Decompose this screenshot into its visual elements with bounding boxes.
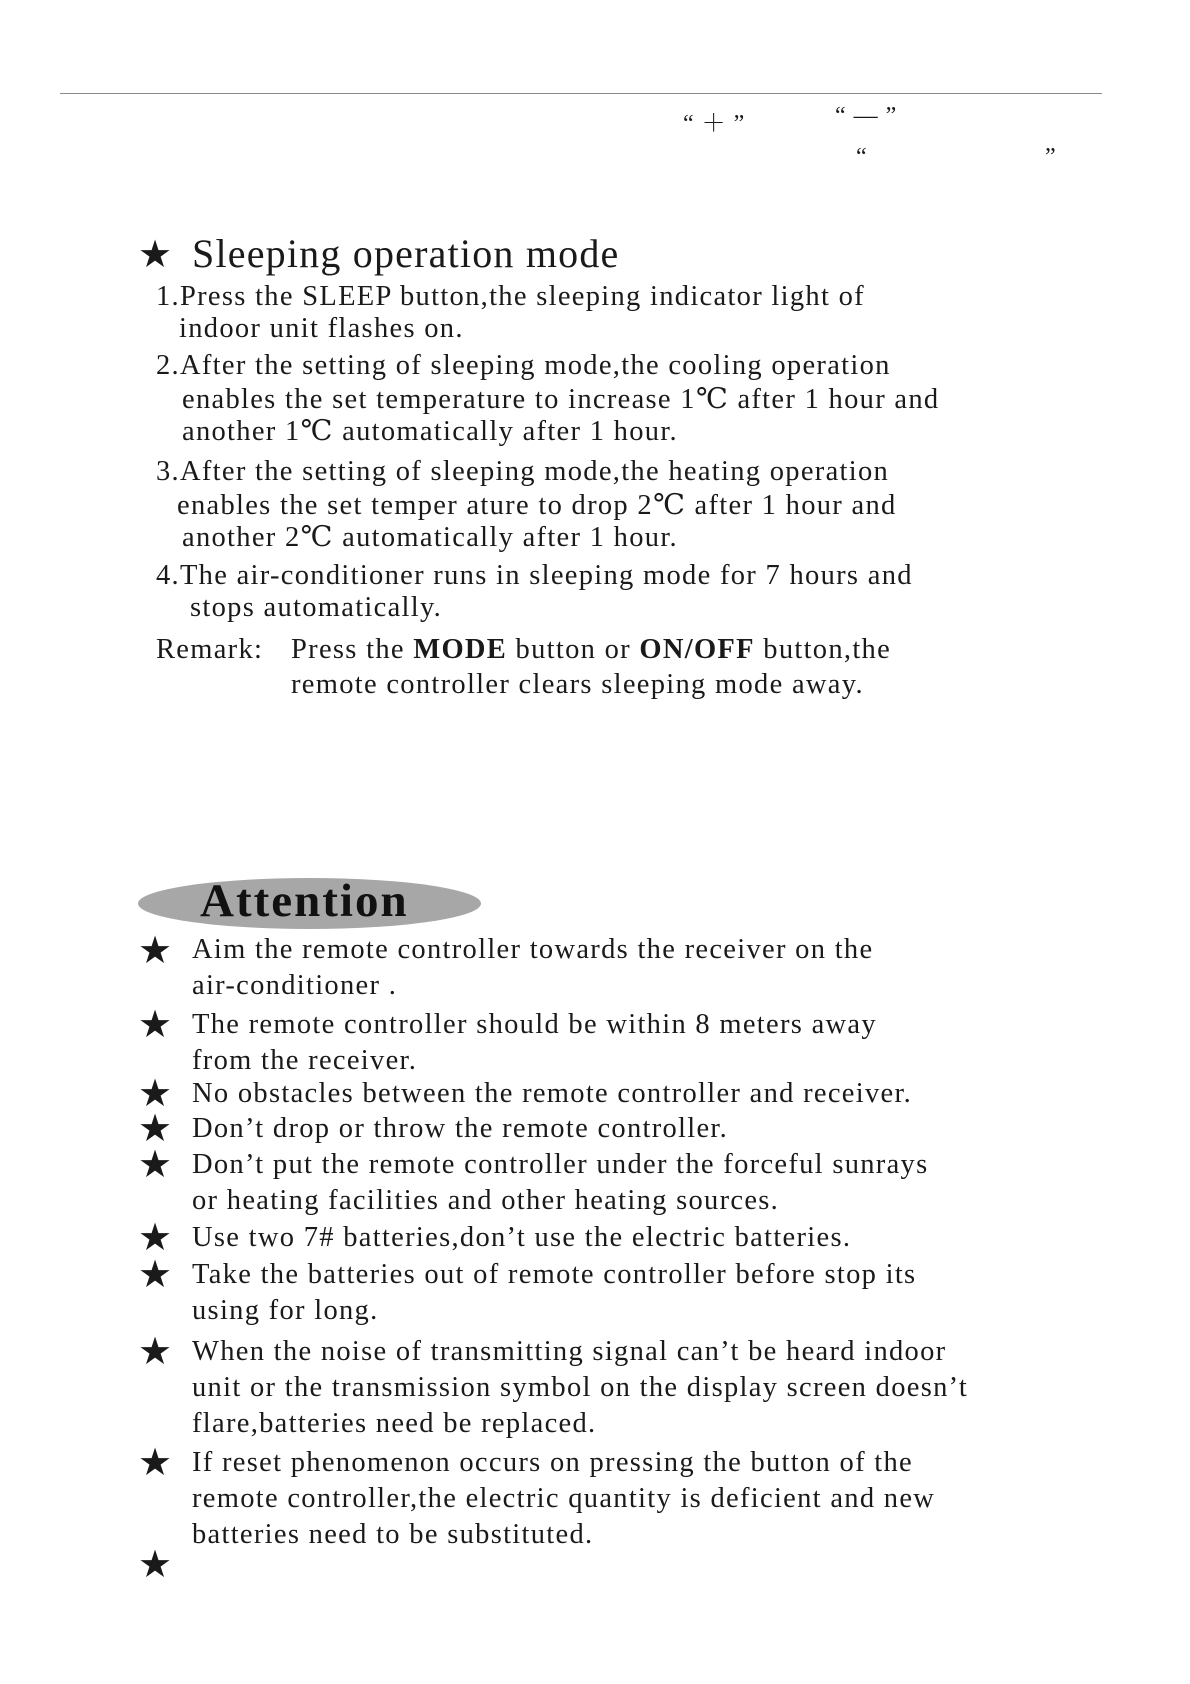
star-icon: ★: [138, 1073, 173, 1115]
top-divider: [60, 93, 1102, 94]
attention-item-2-line-1: The remote controller should be within 8 meters away: [192, 1009, 877, 1040]
sleep-item-4-line-2: stops automatically.: [190, 592, 443, 623]
remark-line-1: Press the MODE button or ON/OFF button,the: [291, 634, 892, 665]
sleep-item-3-line-1: 3.After the setting of sleeping mode,the heating operation: [156, 456, 890, 487]
star-icon: ★: [138, 1254, 173, 1296]
attention-item-8-line-1: When the noise of transmitting signal can’t be heard indoor: [192, 1336, 947, 1367]
onoff-keyword: ON/OFF: [639, 634, 755, 665]
attention-item-9-line-3: batteries need to be substituted.: [192, 1519, 594, 1550]
attention-item-9-line-2: remote controller,the electric quantity is deficient and new: [192, 1483, 936, 1514]
attention-title: Attention: [200, 875, 409, 927]
sleep-item-3-line-2: enables the set temper ature to drop 2℃ after 1 hour and: [177, 490, 897, 521]
attention-item-1-line-1: Aim the remote controller towards the receiver on the: [192, 934, 874, 965]
remark-label: Remark:: [156, 634, 264, 665]
sleep-item-4-line-1: 4.The air-conditioner runs in sleeping mode for 7 hours and: [156, 560, 913, 591]
attention-item-8-line-3: flare,batteries need be replaced.: [192, 1408, 597, 1439]
star-icon: ★: [138, 1004, 173, 1046]
star-icon: ★: [138, 1144, 173, 1186]
attention-item-8-line-2: unit or the transmission symbol on the display screen doesn’t: [192, 1372, 969, 1403]
star-icon: ★: [138, 1217, 173, 1259]
attention-item-7-line-1: Take the batteries out of remote controller before stop its: [192, 1259, 917, 1290]
sleep-item-2-line-2: enables the set temperature to increase 1℃ after 1 hour and: [182, 384, 940, 415]
attention-item-6-line-1: Use two 7# batteries,don’t use the electric batteries.: [192, 1222, 852, 1253]
section-title: Sleeping operation mode: [192, 231, 620, 276]
close-quote: ”: [1045, 144, 1057, 170]
open-quote: “: [856, 144, 868, 170]
star-icon: ★: [138, 1442, 173, 1484]
attention-item-2-line-2: from the receiver.: [192, 1045, 418, 1076]
mode-keyword: MODE: [413, 634, 508, 665]
attention-item-7-line-2: using for long.: [192, 1295, 379, 1326]
attention-item-5-line-2: or heating facilities and other heating sources.: [192, 1185, 780, 1216]
sleep-item-1-line-1: 1.Press the SLEEP button,the sleeping indicator light of: [156, 281, 865, 312]
attention-item-9-line-1: If reset phenomenon occurs on pressing the button of the: [192, 1447, 914, 1478]
star-icon: ★: [138, 1544, 173, 1586]
star-icon: ★: [138, 1108, 173, 1150]
sleep-item-2-line-3: another 1℃ automatically after 1 hour.: [182, 416, 678, 447]
plus-quote: “ ＋ ”: [683, 111, 746, 137]
sleep-item-3-line-3: another 2℃ automatically after 1 hour.: [182, 522, 678, 553]
star-icon: ★: [138, 930, 173, 972]
sleep-item-1-line-2: indoor unit flashes on.: [179, 313, 464, 344]
remark-line-2: remote controller clears sleeping mode away.: [291, 669, 864, 700]
attention-item-5-line-1: Don’t put the remote controller under the forceful sunrays: [192, 1149, 929, 1180]
star-icon: ★: [138, 1331, 173, 1373]
sleep-item-2-line-1: 2.After the setting of sleeping mode,the cooling operation: [156, 350, 891, 381]
attention-item-1-line-2: air-conditioner .: [192, 970, 398, 1001]
attention-item-4-line-1: Don’t drop or throw the remote controller.: [192, 1113, 729, 1144]
star-icon: ★: [138, 234, 173, 276]
minus-quote: “ — ”: [835, 103, 898, 129]
attention-item-3-line-1: No obstacles between the remote controller and receiver.: [192, 1078, 913, 1109]
